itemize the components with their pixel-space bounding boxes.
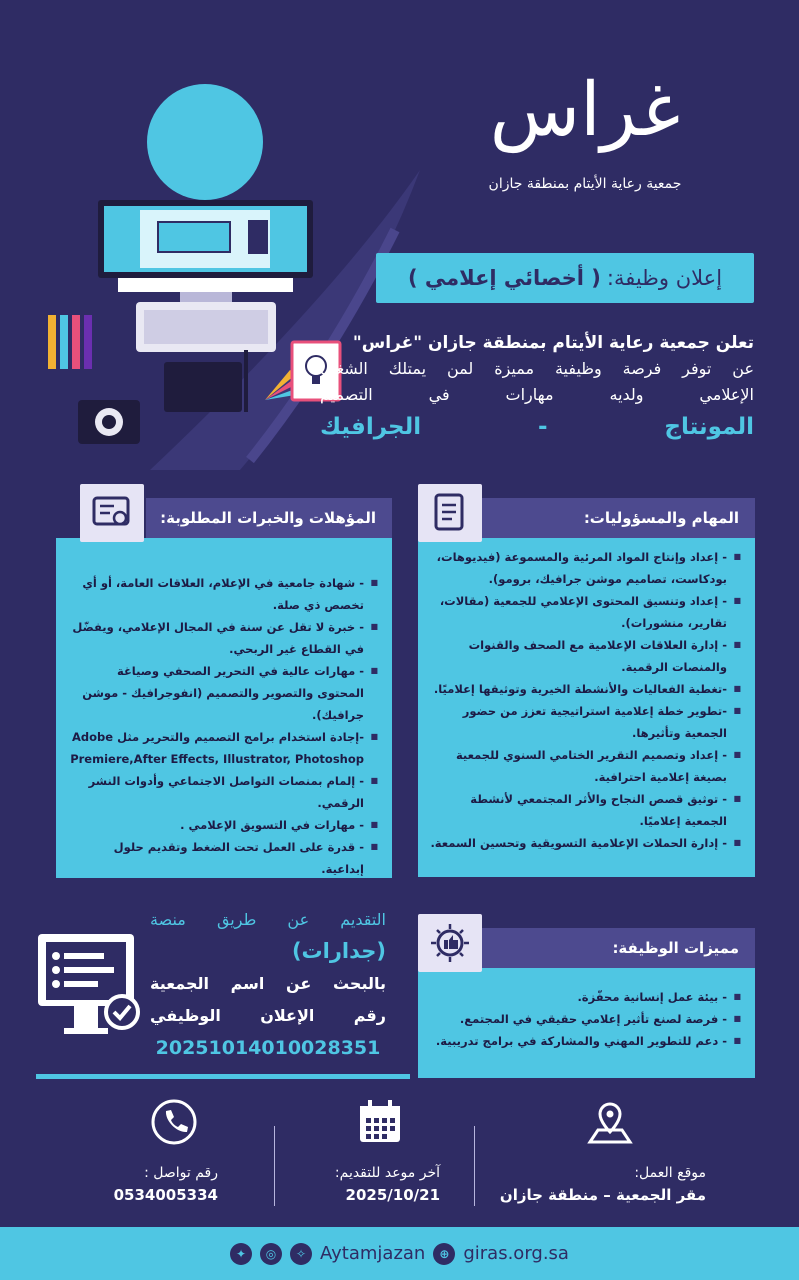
work-location [490, 1162, 706, 1206]
social-handle[interactable]: Aytamjazan [320, 1243, 426, 1264]
location-label: موقع العمل: [634, 1165, 706, 1181]
divider [274, 1126, 275, 1206]
list-item: ■ -تغطية الفعاليات والأنشطة الخيرية وتوثيقها إعلاميًا. [430, 678, 741, 700]
list-item: ■ - خبرة لا تقل عن سنة في المجال الإعلامي، ويفضّل في القطاع غير الربحي. [68, 616, 378, 660]
apply-number-label: رقم الإعلان الوظيفي [150, 1006, 386, 1025]
tasks-panel [418, 532, 755, 877]
document-icon [418, 484, 482, 542]
keyboard-icon [136, 302, 276, 352]
list-item: ■ - قدرة على العمل تحت الضغط وتقديم حلول إبداعية. [68, 836, 378, 880]
location-value: مقر الجمعية – منطقة جازان [499, 1186, 706, 1204]
intro-heading: تعلن جمعية رعاية الأيتام بمنطقة جازان "غراس" [352, 333, 754, 353]
benefits-header [482, 928, 755, 968]
instagram-icon[interactable]: ◎ [260, 1243, 282, 1265]
list-item: ■ - إعداد وإنتاج المواد المرئية والمسموعة (فيديوهات، بودكاست، تصاميم موشن جرافيك، برومو). [430, 546, 741, 590]
logo-wordmark: غراس [489, 67, 681, 153]
contact-number [100, 1162, 218, 1206]
list-item: ■ - مهارات في التسويق الإعلامي . [68, 814, 378, 836]
designer-desk-illustration [40, 80, 350, 450]
online-application-icon [36, 932, 146, 1044]
list-item: ■ - فرصة لصنع تأثير إعلامي حقيقي في المجتمع. [430, 1008, 741, 1030]
divider [474, 1126, 475, 1206]
tablet-icon [164, 362, 242, 412]
list-item: ■ - إعداد وتنسيق المحتوى الإعلامي للجمعية (مقالات، تقارير، منشورات). [430, 590, 741, 634]
calendar-icon [357, 1098, 403, 1146]
deadline-value: 2025/10/21 [345, 1186, 440, 1204]
list-item: ■ - توثيق قصص النجاح والأثر المجتمعي لأنشطة الجمعية إعلاميًا. [430, 788, 741, 832]
list-item: ■ - دعم للتطوير المهني والمشاركة في برامج تدريبية. [430, 1030, 741, 1052]
logo-subtitle: جمعية رعاية الأيتام بمنطقة جازان [488, 176, 682, 192]
camera-icon [78, 400, 140, 444]
intro-text [320, 330, 754, 446]
apply-search-label: بالبحث عن اسم الجمعية [150, 974, 386, 993]
pencils-icon [48, 315, 92, 369]
job-title-prefix: إعلان وظيفة: [606, 266, 723, 290]
list-item: ■ -تطوير خطة إعلامية استراتيجية تعزز من حضور الجمعية وتأثيرها. [430, 700, 741, 744]
deadline-label: آخر موعد للتقديم: [334, 1165, 440, 1181]
tasks-header [482, 498, 755, 538]
benefits-panel [418, 966, 755, 1078]
footer-bar [0, 1227, 799, 1280]
section-divider [36, 1074, 410, 1079]
qualifications-list [56, 538, 392, 890]
job-title-banner [376, 253, 754, 303]
globe-icon[interactable]: ⊕ [433, 1243, 455, 1265]
qualifications-title: المؤهلات والخبرات المطلوبة: [160, 509, 376, 527]
list-item: ■ - إعداد وتصميم التقرير الختامي السنوي للجمعية بصيغة إعلامية احترافية. [430, 744, 741, 788]
list-item: ■ -إجادة استخدام برامج التصميم والتحرير مثل Adobe Premiere,After Effects, Illustrator, Photoshop [68, 726, 378, 770]
tasks-title: المهام والمسؤوليات: [583, 509, 739, 527]
application-instructions [150, 906, 386, 1064]
website-link[interactable]: giras.org.sa [463, 1243, 569, 1264]
benefits-list [418, 966, 755, 1062]
apply-platform: (جدارات) [291, 939, 386, 963]
list-item: ■ - مهارات عالية في التحرير الصحفي وصياغة المحتوى والتصوير والتصميم (انفوجرافيك - موشن جرافيك). [68, 660, 378, 726]
apply-number: 20251014010028351 [155, 1037, 381, 1059]
stylus-icon [244, 350, 248, 412]
list-item: ■ - بيئة عمل إنسانية محفّزة. [430, 986, 741, 1008]
intro-line-1: عن توفر فرصة وظيفية مميزة لمن يمتلك الشغف [320, 359, 754, 378]
apply-via-label: التقديم عن طريق منصة [150, 910, 386, 929]
twitter-icon[interactable]: ✧ [290, 1243, 312, 1265]
thumbs-up-badge-icon [418, 914, 482, 972]
contact-label: رقم تواصل : [144, 1165, 218, 1181]
list-item: ■ - إلمام بمنصات التواصل الاجتماعي وأدوات النشر الرقمي. [68, 770, 378, 814]
map-pin-icon [582, 1100, 638, 1146]
qualifications-header [146, 498, 392, 538]
phone-icon [150, 1098, 198, 1146]
application-deadline [300, 1162, 440, 1206]
certificate-icon [80, 484, 144, 542]
sun-circle [147, 84, 263, 200]
qualifications-panel [56, 538, 392, 878]
list-item: ■ - إدارة العلاقات الإعلامية مع الصحف والقنوات والمنصات الرقمية. [430, 634, 741, 678]
monitor-icon [98, 200, 313, 308]
contact-value: 0534005334 [113, 1186, 218, 1204]
intro-line-2: الإعلامي ولديه مهارات في التصميم [320, 385, 754, 404]
tasks-list [418, 532, 755, 864]
intro-skills: المونتاج - الجرافيك [320, 414, 754, 440]
organization-logo [470, 60, 700, 210]
snapchat-icon[interactable]: ✦ [230, 1243, 252, 1265]
benefits-title: مميزات الوظيفة: [612, 939, 739, 957]
list-item: ■ - شهادة جامعية في الإعلام، العلاقات العامة، أو أي تخصص ذي صلة. [68, 572, 378, 616]
job-title-name: ( أخصائي إعلامي ) [407, 266, 601, 290]
list-item: ■ - إدارة الحملات الإعلامية التسويقية وتحسين السمعة. [430, 832, 741, 854]
